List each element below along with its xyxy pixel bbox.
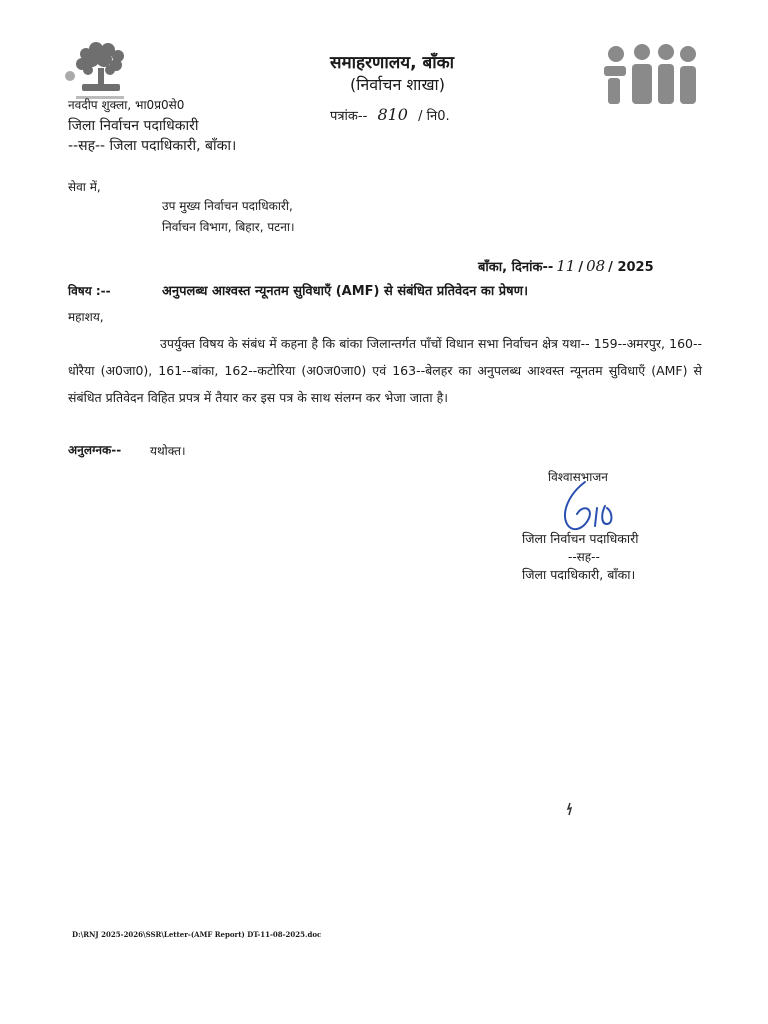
letter-date: बाँका, दिनांक-- 11 / 08 / 2025 (478, 257, 654, 275)
sender-additional: --सह-- जिला पदाधिकारी, बाँका। (68, 138, 237, 154)
office-title: समाहरणालय, बाँका (330, 53, 455, 73)
letter-number (330, 105, 450, 124)
closing-with: --सह-- (568, 550, 600, 564)
letter-number-value: 810 (377, 105, 408, 124)
closing-district: जिला पदाधिकारी, बाँका। (522, 567, 636, 582)
subject-label: विषय :-- (68, 284, 111, 298)
salutation: महाशय, (68, 310, 104, 324)
letter-number-suffix: / नि0. (418, 109, 450, 124)
subject-text: अनुपलब्ध आश्वस्त न्यूनतम सुविधाएँ (AMF) से संबंधित प्रतिवेदन का प्रेषण। (162, 284, 529, 299)
sender-designation: जिला निर्वाचन पदाधिकारी (68, 118, 199, 134)
enclosure-label: अनुलग्नक-- (68, 443, 122, 457)
date-day: 11 (556, 257, 576, 275)
body-paragraph: उपर्युक्त विषय के संबंध में कहना है कि बांका जिलान्तर्गत पाँचों विधान सभा निर्वाचन क्षेत्र यथा-- 159--अमरपुर, 160--धोरैया (अ0जा0), 161--बांका, 162--कटोरिया (अ0ज0जा0) एवं 163--बेलहर का अनुपलब्ध आश्वस्त न्यूनतम सुविधाएँ (AMF) से संबंधित प्रतिवेदन विहित प्रपत्र में तैयार कर इस पत्र के साथ संलग्न कर भेजा जाता है। (68, 336, 702, 405)
signature-icon (555, 478, 635, 538)
recipient-to-label: सेवा में, (68, 180, 101, 194)
sender-name: नवदीप शुक्ला, भा0प्र0से0 (68, 98, 185, 112)
date-year: 2025 (617, 260, 654, 275)
ink-speck-icon (566, 802, 574, 816)
branch-title: (निर्वाचन शाखा) (350, 75, 445, 94)
closing-designation: जिला निर्वाचन पदाधिकारी (522, 531, 639, 546)
recipient-line-1: उप मुख्य निर्वाचन पदाधिकारी, (162, 199, 293, 213)
footer-file-path: D:\RNJ 2025-2026\SSR\Letter-(AMF Report) DT-11-08-2025.doc (72, 930, 322, 939)
banka-people-mark-icon (600, 44, 700, 108)
closing-yours: विश्वासभाजन (548, 470, 608, 484)
letter-number-label: पत्रांक-- (330, 109, 368, 124)
recipient-line-2: निर्वाचन विभाग, बिहार, पटना। (162, 220, 295, 234)
date-month: 08 (586, 257, 606, 275)
date-prefix: बाँका, दिनांक-- (478, 260, 554, 275)
enclosure-value: यथोक्त। (150, 444, 186, 458)
